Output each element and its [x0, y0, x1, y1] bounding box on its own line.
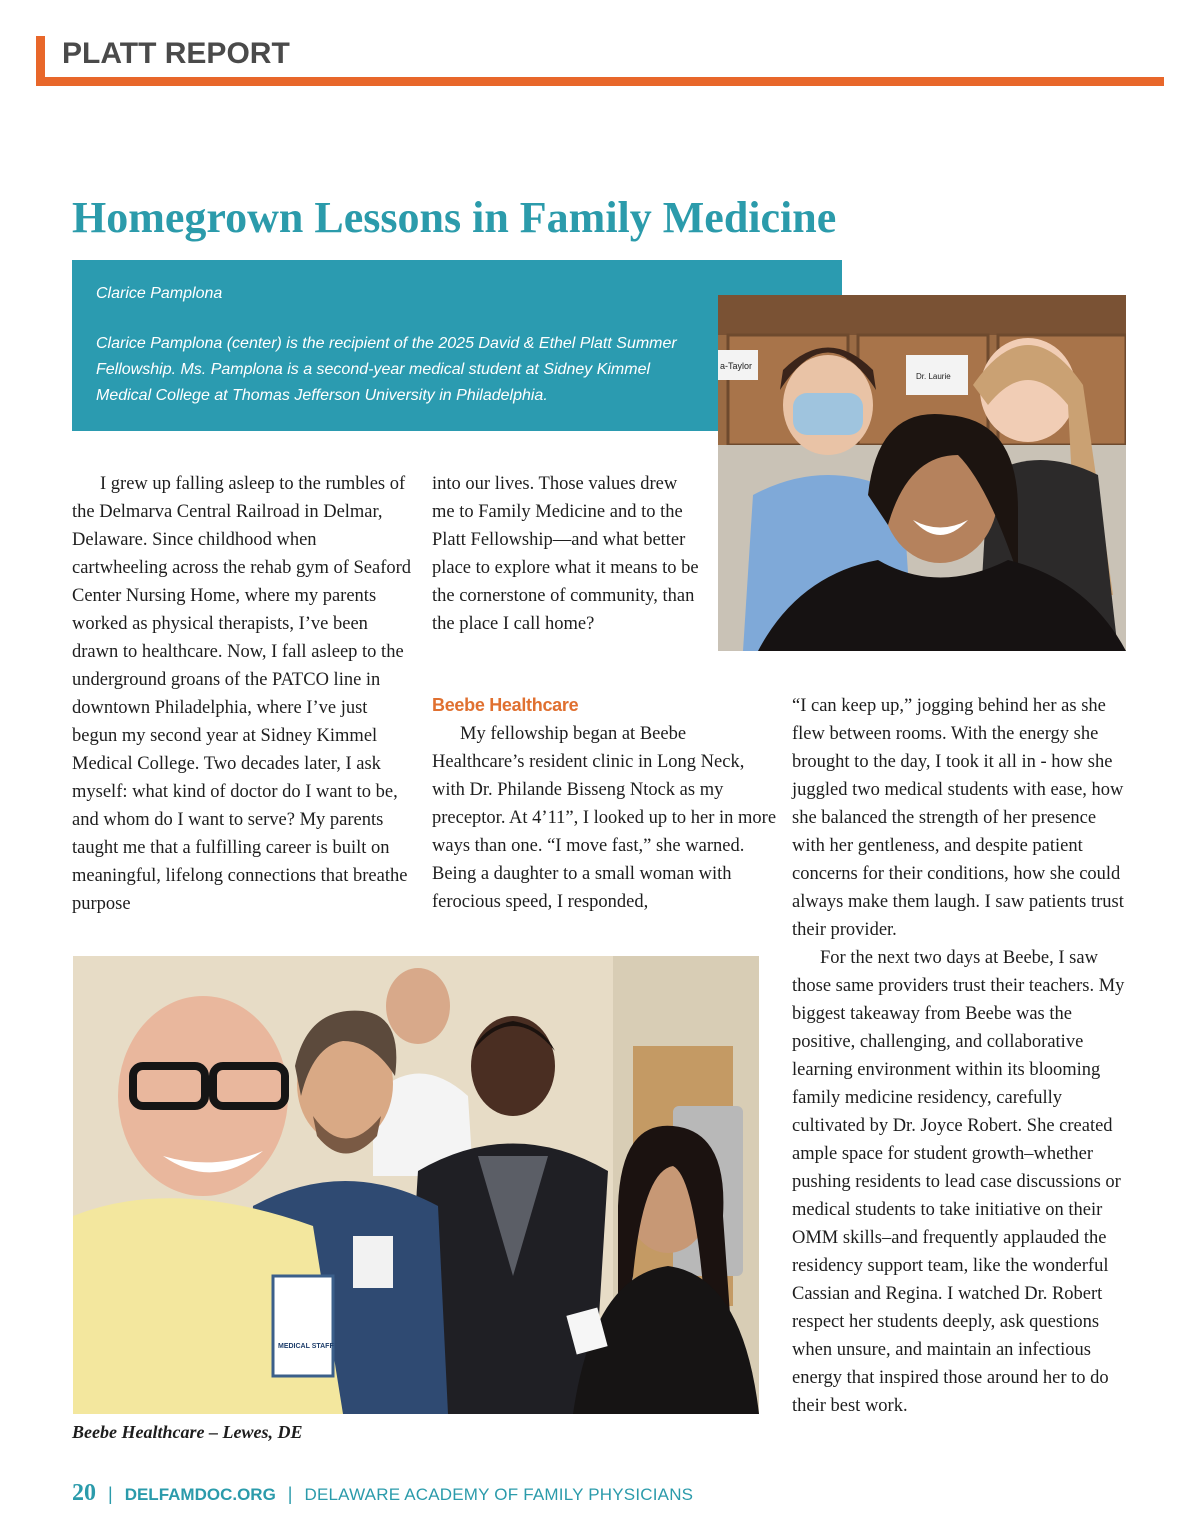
section-heading: Beebe Healthcare — [432, 695, 579, 715]
author-bio: Clarice Pamplona (center) is the recipient of the 2025 David & Ethel Platt Summer Fellowship. Ms. Pamplona is a second-year medical student at Sidney Kimmel Medical College at Thomas Jefferson University in Philadelphia. — [96, 335, 677, 404]
photo-clarice-with-students — [718, 295, 1126, 651]
door-sign-left: a-Taylor — [720, 361, 753, 371]
header-rule — [36, 77, 1164, 86]
section-label: PLATT REPORT — [62, 37, 290, 70]
body-column-2-top — [432, 470, 702, 638]
footer-website-link[interactable]: DELFAMDOC.ORG — [124, 1485, 276, 1504]
page-number: 20 — [72, 1480, 96, 1506]
group-photo-illustration — [73, 956, 759, 1414]
photo-beebe-healthcare-group — [73, 956, 759, 1414]
body-column-1 — [72, 470, 412, 918]
body-column-3 — [792, 692, 1132, 1420]
body-column-2-bottom — [432, 720, 777, 916]
door-sign-right: Dr. Laurie — [916, 372, 951, 381]
body-paragraph: “I can keep up,” jogging behind her as she flew between rooms. With the energy she brought to the day, I took it all in - how she juggled two medical students with ease, how she balanced the strength of her presence with her gentleness, and despite patient concerns for their conditions, how she could always make them laugh. I saw patients trust their provider. — [792, 696, 1124, 940]
badge-text: MEDICAL STAFF — [278, 1343, 334, 1350]
photo-caption: Beebe Healthcare – Lewes, DE — [72, 1422, 303, 1442]
author-name: Clarice Pamplona — [96, 285, 223, 302]
footer-separator: | — [108, 1484, 113, 1504]
body-paragraph: For the next two days at Beebe, I saw those same providers trust their teachers. My biggest takeaway from Beebe was the positive, challenging, and collaborative learning environment within its blooming family medicine residency, carefully cultivated by Dr. Joyce Robert. She created ample space for student growth–whether pushing residents to lead case discussions or medical students to take initiative on their OMM skills–and frequently applauded the residency support team, like the wonderful Cassian and Regina. I watched Dr. Robert respect her students deeply, ask questions when unsure, and maintain an infectious energy that inspired those around her to do their best work. — [792, 948, 1125, 1416]
page-footer — [72, 1478, 693, 1511]
body-paragraph: I grew up falling asleep to the rumbles of the Delmarva Central Railroad in Delmar, Delaware. Since childhood when cartwheeling across the rehab gym of Seaford Center Nursing Home, where my parents worked as physical therapists, I’ve been drawn to healthcare. Now, I fall asleep to the underground groans of the PATCO line in downtown Philadelphia, where I’ve just begun my second year at Sidney Kimmel Medical College. Two decades later, I ask myself: what kind of doctor do I want to be, and whom do I want to serve? My parents taught me that a fulfilling career is built on meaningful, lifelong connections that breathe purpose — [72, 474, 412, 914]
footer-organization: DELAWARE ACADEMY OF FAMILY PHYSICIANS — [304, 1485, 694, 1504]
selfie-illustration — [718, 295, 1126, 651]
article-title: Homegrown Lessons in Family Medicine — [72, 193, 837, 242]
body-paragraph: into our lives. Those values drew me to Family Medicine and to the Platt Fellowship—and what better place to explore what it means to be the cornerstone of community, than the place I call home? — [432, 474, 699, 634]
body-paragraph: My fellowship began at Beebe Healthcare’s resident clinic in Long Neck, with Dr. Philande Bisseng Ntock as my preceptor. At 4’11”, I looked up to her in more ways than one. “I move fast,” she warned. Being a daughter to a small woman with ferocious speed, I responded, — [432, 724, 777, 912]
footer-separator: | — [287, 1484, 293, 1504]
